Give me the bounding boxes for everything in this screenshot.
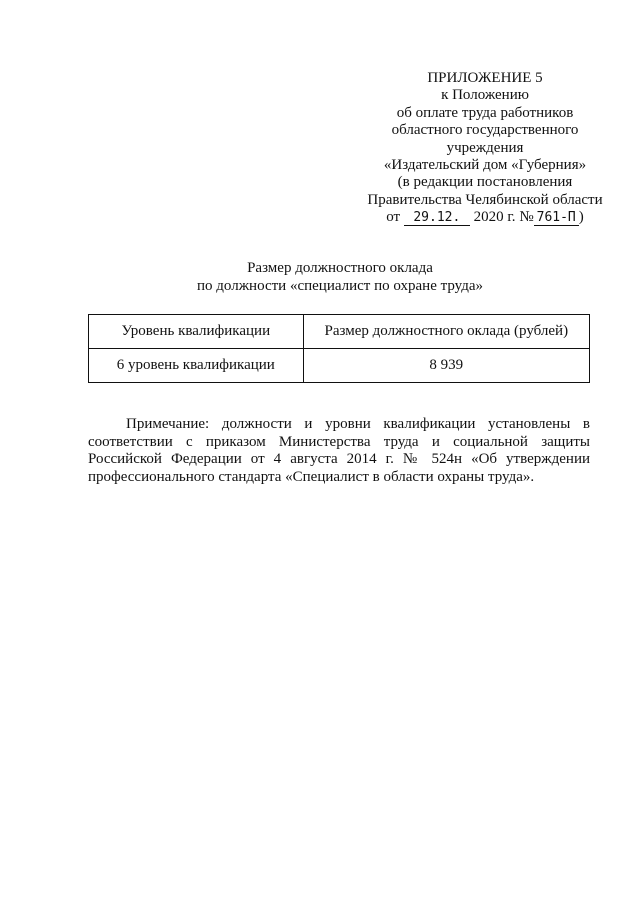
table-cell: 6 уровень квалификации [89,349,304,383]
note-block [88,416,590,486]
order-date: 29.12. [404,211,470,226]
order-suffix: ) [578,209,584,226]
order-reference [360,209,610,226]
heading-line: Размер должностного оклада [247,260,433,276]
appendix-line: (в редакции постановления [397,174,573,191]
appendix-title: ПРИЛОЖЕНИЕ 5 [427,70,543,86]
order-prefix: от [386,209,401,226]
appendix-line: «Издательский дом «Губерния» [383,157,587,174]
order-number: 761-П [534,211,579,226]
order-number-label: № [519,209,534,226]
appendix-line: Правительства Челябинской области [367,191,603,208]
appendix-line: к Положению [441,87,529,104]
table-cell: 8 939 [303,349,589,383]
order-year: 2020 г. [473,209,516,226]
appendix-line: учреждения [446,139,524,156]
table-header-row [89,315,590,349]
document-heading [80,259,600,295]
heading-line: по должности «специалист по охране труда» [197,278,483,294]
column-header: Размер должностного оклада (рублей) [303,315,589,349]
table-row [89,349,590,383]
note-text: Примечание: должности и уровни квалификации установлены в соответствии с приказом Министерства труда и социальной защиты Российской Федерации от 4 августа 2014 г. № 524н «Об утверждении профессионального стандарта «Специалист в области охраны труда». [88,416,590,485]
appendix-line: областного государственного [391,122,579,139]
salary-table [88,314,590,383]
appendix-header [360,70,610,227]
column-header: Уровень квалификации [89,315,304,349]
appendix-line: об оплате труда работников [396,104,574,121]
